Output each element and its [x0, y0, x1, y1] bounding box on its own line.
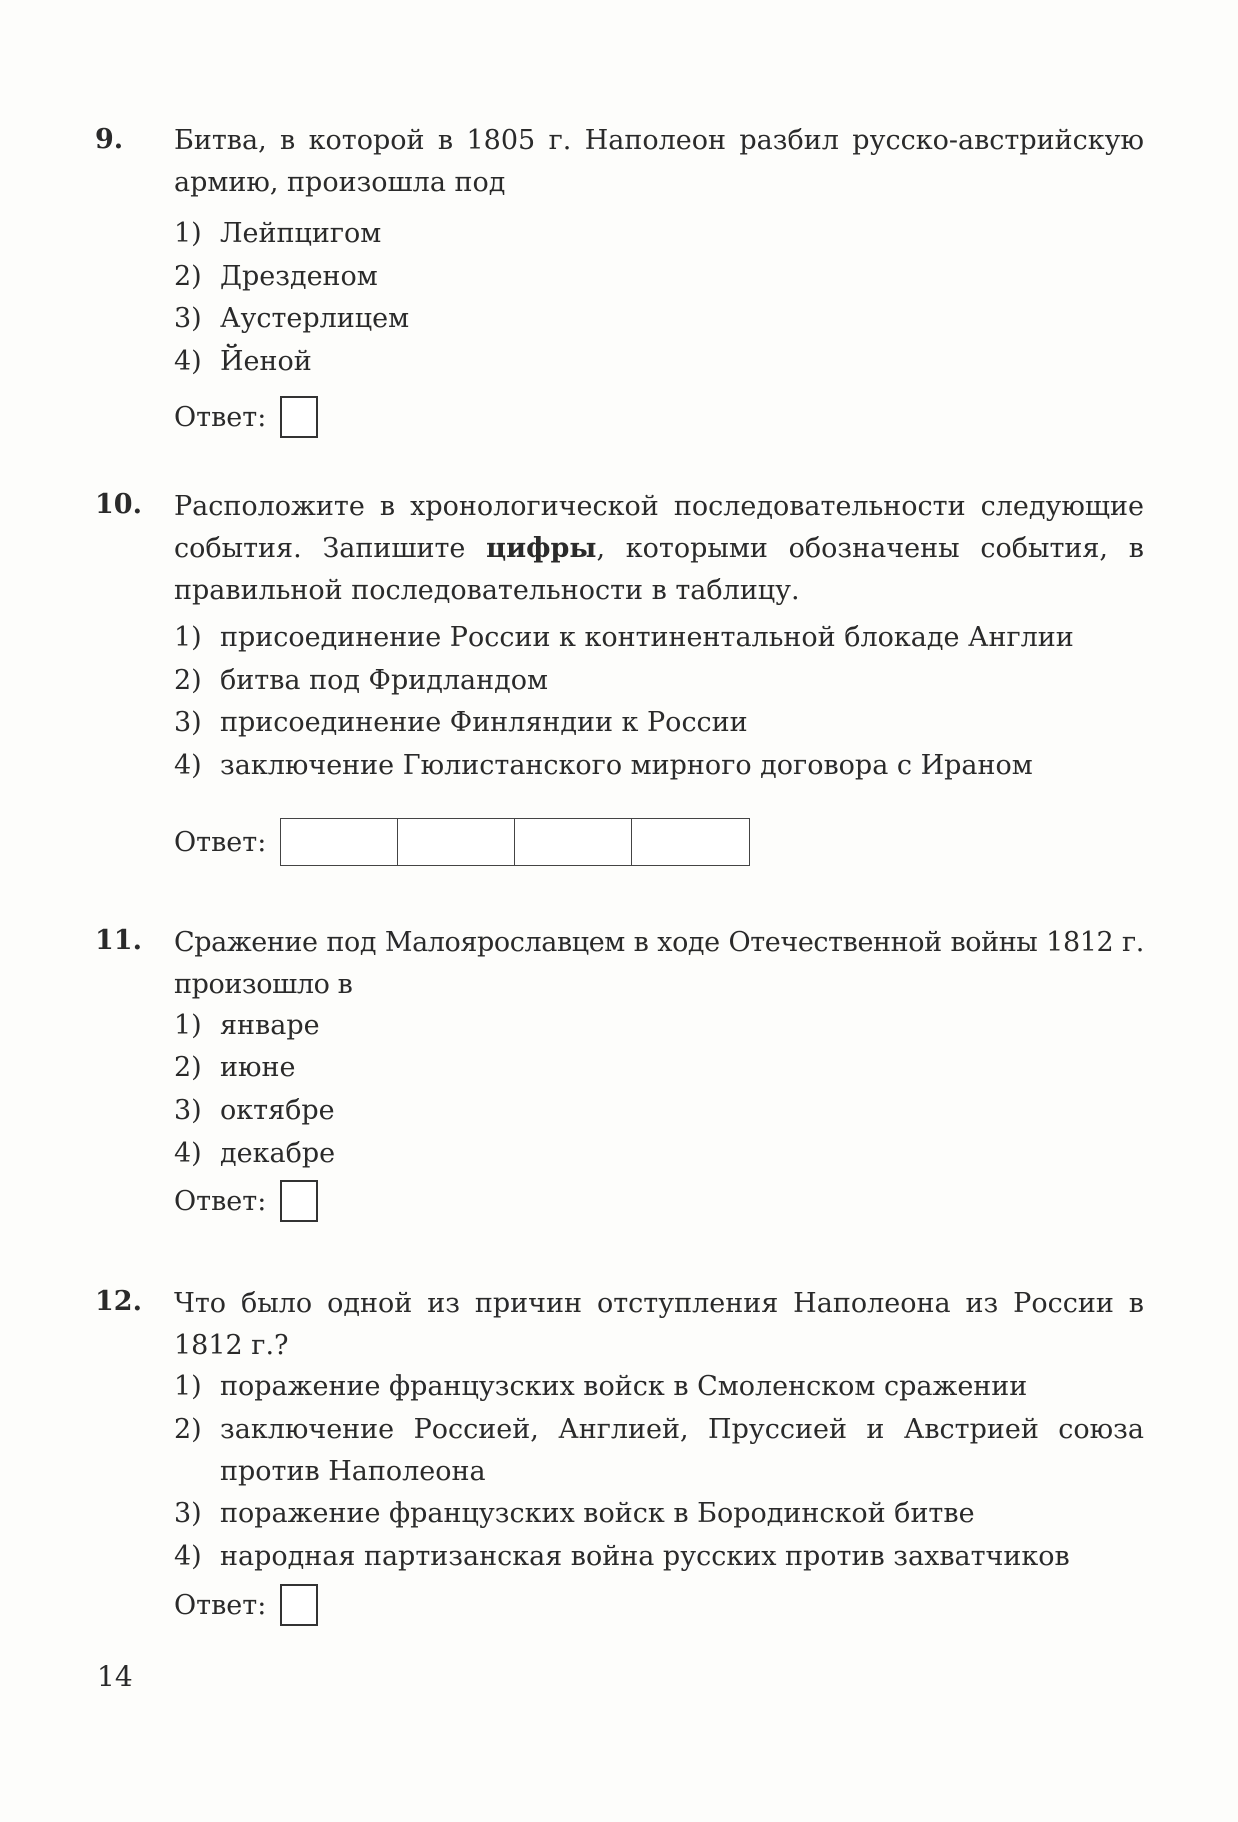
option-number: 2) [174, 1414, 202, 1445]
answer-label: Ответ: [174, 826, 267, 858]
answer-label: Ответ: [174, 1185, 267, 1217]
option-number: 3) [174, 1095, 202, 1126]
q10-option-1 [174, 617, 1074, 659]
question-11-text: Сражение под Малоярославцем в ходе Отечественной войны 1812 г. произошло в [174, 927, 1144, 1000]
answer-cell-4[interactable] [632, 819, 749, 865]
q9-answer [174, 396, 318, 438]
option-number: 2) [174, 665, 202, 696]
q11-answer [174, 1180, 318, 1222]
q10-option-3 [174, 702, 748, 744]
option-text: октябре [220, 1095, 335, 1126]
q10-option-2 [174, 660, 548, 702]
q11-option-1[interactable] [174, 1005, 320, 1047]
option-text: декабре [220, 1138, 336, 1169]
option-text: Дрезденом [220, 261, 378, 292]
q11-answer-box[interactable] [280, 1180, 318, 1222]
q12-answer [174, 1584, 318, 1626]
page-number: 14 [97, 1660, 133, 1693]
question-12-number: 12. [95, 1286, 142, 1317]
answer-cell-1[interactable] [281, 819, 398, 865]
q12-answer-box[interactable] [280, 1584, 318, 1626]
q12-option-1[interactable] [174, 1366, 1027, 1408]
option-text: битва под Фридландом [220, 665, 548, 696]
q9-answer-box[interactable] [280, 396, 318, 438]
option-number: 2) [174, 261, 202, 292]
option-text: январе [220, 1010, 320, 1041]
option-number: 3) [174, 707, 202, 738]
q12-option-3[interactable] [174, 1493, 975, 1535]
option-text: поражение французских войск в Смоленском сражении [220, 1371, 1028, 1402]
q12-option-4[interactable] [174, 1536, 1070, 1578]
q11-option-3[interactable] [174, 1090, 335, 1132]
question-12-text: Что было одной из причин отступления Наполеона из России в 1812 г.? [174, 1288, 1144, 1361]
option-number: 4) [174, 750, 202, 781]
question-11-number: 11. [95, 925, 142, 956]
option-number: 4) [174, 1138, 202, 1169]
option-text: присоединение России к континентальной блокаде Англии [220, 622, 1074, 653]
answer-cell-2[interactable] [398, 819, 515, 865]
question-10-text-start: Расположите в хронологической последовательности следующие события. Запишите [174, 491, 1144, 564]
q11-option-2[interactable] [174, 1047, 295, 1089]
question-9-number: 9. [95, 124, 124, 155]
option-text: присоединение Финляндии к России [220, 707, 748, 738]
q9-option-4[interactable] [174, 341, 312, 383]
option-text: заключение Гюлистанского мирного договора с Ираном [220, 750, 1033, 781]
q9-option-1[interactable] [174, 213, 381, 255]
answer-label: Ответ: [174, 1589, 267, 1621]
q9-option-3[interactable] [174, 298, 409, 340]
question-10-text [174, 486, 1144, 612]
q10-answer [174, 818, 750, 866]
option-number: 4) [174, 1541, 202, 1572]
option-text: июне [220, 1052, 296, 1083]
q10-answer-table [280, 818, 750, 866]
question-10-text-bold: цифры [486, 533, 597, 564]
option-text: Лейпцигом [220, 218, 382, 249]
question-10-text-end: , которыми обозначены события, в правильной последовательности в таблицу. [174, 533, 1144, 606]
question-10-number: 10. [95, 489, 142, 520]
option-text: Йеной [220, 346, 312, 377]
question-9-text: Битва, в которой в 1805 г. Наполеон разбил русско-австрийскую армию, произошла под [174, 125, 1144, 198]
option-number: 1) [174, 218, 202, 249]
option-number: 4) [174, 346, 202, 377]
option-number: 1) [174, 1010, 202, 1041]
answer-cell-3[interactable] [515, 819, 632, 865]
option-text: Аустерлицем [220, 303, 410, 334]
q12-option-2[interactable] [174, 1409, 1144, 1493]
option-number: 2) [174, 1052, 202, 1083]
option-text: народная партизанская война русских против захватчиков [220, 1541, 1070, 1572]
option-number: 3) [174, 1498, 202, 1529]
answer-label: Ответ: [174, 401, 267, 433]
option-text: поражение французских войск в Бородинской битве [220, 1498, 975, 1529]
option-number: 3) [174, 303, 202, 334]
option-number: 1) [174, 622, 202, 653]
q11-option-4[interactable] [174, 1133, 335, 1175]
option-number: 1) [174, 1371, 202, 1402]
option-text: заключение Россией, Англией, Пруссией и Австрией союза против Наполеона [220, 1414, 1144, 1487]
q9-option-2[interactable] [174, 256, 378, 298]
q10-option-4 [174, 745, 1033, 787]
